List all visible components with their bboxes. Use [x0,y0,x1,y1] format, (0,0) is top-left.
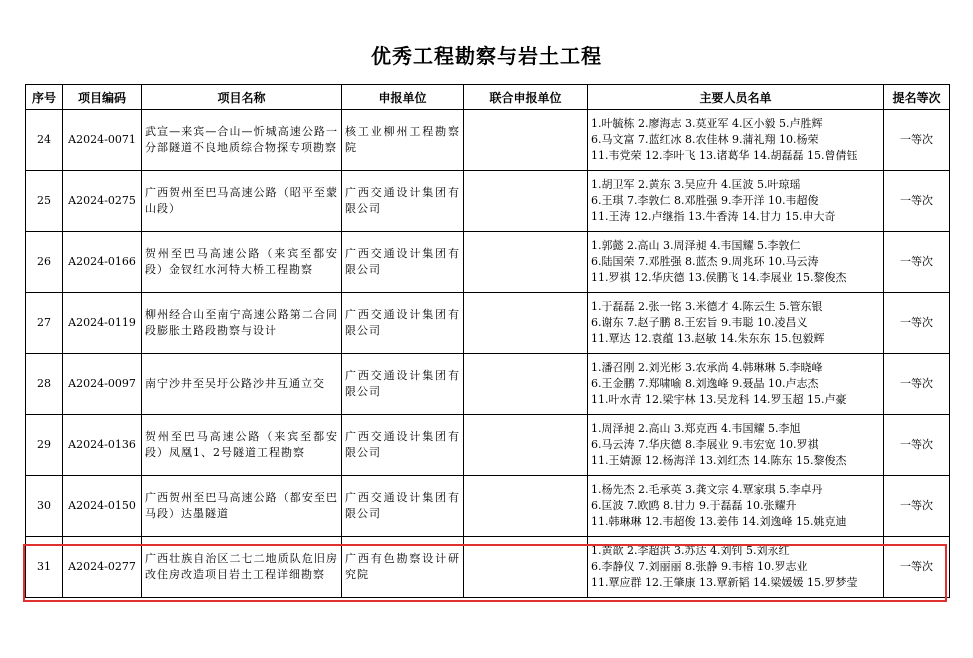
project-name: 广西壮族自治区二七二地质队危旧房改住房改造项目岩土工程详细勘察 [142,537,342,598]
staff-line: 11.王婧源 12.杨海洋 13.刘红杰 14.陈东 15.黎俊杰 [591,454,847,467]
staff-list [588,537,884,598]
row-number: 24 [26,110,63,171]
staff-list [588,110,884,171]
joint-applicant-unit [464,293,588,354]
project-name: 南宁沙井至吴圩公路沙井互通立交 [142,354,342,415]
table-row [26,232,950,293]
applicant-unit: 广西交通设计集团有限公司 [342,415,464,476]
applicant-unit: 核工业柳州工程勘察院 [342,110,464,171]
staff-line: 6.李静仪 7.刘丽丽 8.张静 9.韦榕 10.罗志业 [591,560,808,573]
table-row [26,354,950,415]
joint-applicant-unit [464,354,588,415]
row-number: 26 [26,232,63,293]
header-code: 项目编码 [63,85,142,110]
staff-line: 11.罗祺 12.华庆德 13.侯鹏飞 14.李展业 15.黎俊杰 [591,271,847,284]
nomination-level: 一等次 [884,354,950,415]
applicant-unit: 广西交通设计集团有限公司 [342,232,464,293]
applicant-unit: 广西交通设计集团有限公司 [342,476,464,537]
staff-line: 6.马文富 7.蓝红冰 8.农佳林 9.蒲礼翔 10.杨荣 [591,133,819,146]
project-code: A2024-0097 [63,354,142,415]
table-header-row [26,85,950,110]
row-number: 31 [26,537,63,598]
row-number: 29 [26,415,63,476]
header-staff: 主要人员名单 [588,85,884,110]
applicant-unit: 广西有色勘察设计研究院 [342,537,464,598]
applicant-unit: 广西交通设计集团有限公司 [342,171,464,232]
awards-table [25,84,950,598]
table-row [26,110,950,171]
staff-line: 1.叶毓栋 2.廖海志 3.莫亚军 4.区小毅 5.卢胜辉 [591,117,823,130]
header-no: 序号 [26,85,63,110]
table-row [26,415,950,476]
staff-line: 6.马云涛 7.华庆德 8.李展业 9.韦宏宽 10.罗祺 [591,438,819,451]
project-name: 贺州至巴马高速公路（来宾至都安段）金钗红水河特大桥工程勘察 [142,232,342,293]
staff-line: 6.王金鹏 7.郑啸喻 8.刘逸峰 9.聂晶 10.卢志杰 [591,377,819,390]
project-name: 广西贺州至巴马高速公路（都安至巴马段）达墨隧道 [142,476,342,537]
staff-list [588,171,884,232]
joint-applicant-unit [464,171,588,232]
staff-list [588,354,884,415]
table-row [26,171,950,232]
project-name: 武宣—来宾—合山—忻城高速公路一分部隧道不良地质综合物探专项勘察 [142,110,342,171]
project-code: A2024-0166 [63,232,142,293]
joint-applicant-unit [464,476,588,537]
header-unit: 申报单位 [342,85,464,110]
staff-line: 6.匡波 7.欧鸥 8.甘力 9.于磊磊 10.张耀升 [591,499,797,512]
project-code: A2024-0275 [63,171,142,232]
row-number: 28 [26,354,63,415]
staff-line: 1.郭懿 2.高山 3.周泽昶 4.韦国耀 5.李敦仁 [591,239,801,252]
nomination-level: 一等次 [884,537,950,598]
joint-applicant-unit [464,232,588,293]
joint-applicant-unit [464,537,588,598]
staff-list [588,293,884,354]
staff-list [588,415,884,476]
header-level: 提名等次 [884,85,950,110]
project-name: 贺州至巴马高速公路（来宾至都安段）凤凰1、2号隧道工程勘察 [142,415,342,476]
nomination-level: 一等次 [884,476,950,537]
staff-line: 1.黄歆 2.李超洪 3.苏达 4.刘钊 5.刘永红 [591,544,790,557]
applicant-unit: 广西交通设计集团有限公司 [342,293,464,354]
staff-list [588,476,884,537]
table-row [26,537,950,598]
row-number: 30 [26,476,63,537]
table-row [26,476,950,537]
header-joint-unit: 联合申报单位 [464,85,588,110]
staff-line: 1.于磊磊 2.张一铭 3.米德才 4.陈云生 5.管东银 [591,300,823,313]
row-number: 27 [26,293,63,354]
nomination-level: 一等次 [884,415,950,476]
header-name: 项目名称 [142,85,342,110]
staff-line: 1.潘召刚 2.刘光彬 3.农承尚 4.韩琳琳 5.李晓峰 [591,361,823,374]
nomination-level: 一等次 [884,110,950,171]
staff-line: 6.谢东 7.赵子鹏 8.王宏旨 9.韦聪 10.凌昌义 [591,316,808,329]
staff-line: 1.胡卫军 2.黄东 3.吴应升 4.匡波 5.叶琼瑶 [591,178,801,191]
joint-applicant-unit [464,415,588,476]
staff-line: 1.杨先杰 2.毛承英 3.龚文宗 4.覃家琪 5.李卓丹 [591,483,823,496]
joint-applicant-unit [464,110,588,171]
project-code: A2024-0071 [63,110,142,171]
project-name: 广西贺州至巴马高速公路（昭平至蒙山段） [142,171,342,232]
nomination-level: 一等次 [884,232,950,293]
project-code: A2024-0150 [63,476,142,537]
staff-line: 11.韩琳琳 12.韦超俊 13.姜伟 14.刘逸峰 15.姚克迪 [591,515,847,528]
project-code: A2024-0136 [63,415,142,476]
project-code: A2024-0119 [63,293,142,354]
document-title: 优秀工程勘察与岩土工程 [371,44,602,68]
staff-line: 1.周泽昶 2.高山 3.郑克西 4.韦国耀 5.李旭 [591,422,801,435]
nomination-level: 一等次 [884,293,950,354]
staff-line: 6.王琪 7.李敦仁 8.邓胜强 9.李开洋 10.韦超俊 [591,194,819,207]
staff-line: 11.覃达 12.袁蕴 13.赵敏 14.朱东东 15.包毅辉 [591,332,825,345]
table-row [26,293,950,354]
project-name: 柳州经合山至南宁高速公路第二合同段膨胀土路段勘察与设计 [142,293,342,354]
staff-line: 11.覃应群 12.王肇康 13.覃新韬 14.梁媛媛 15.罗梦莹 [591,576,858,589]
nomination-level: 一等次 [884,171,950,232]
staff-line: 6.陆国荣 7.邓胜强 8.蓝杰 9.周兆环 10.马云涛 [591,255,819,268]
staff-list [588,232,884,293]
staff-line: 11.王涛 12.卢继指 13.牛香涛 14.甘力 15.申大奇 [591,210,836,223]
row-number: 25 [26,171,63,232]
project-code: A2024-0277 [63,537,142,598]
staff-line: 11.韦党荣 12.李叶飞 13.诸葛华 14.胡磊磊 15.曾倩钰 [591,149,858,162]
applicant-unit: 广西交通设计集团有限公司 [342,354,464,415]
staff-line: 11.叶水青 12.梁宇林 13.吴龙科 14.罗玉超 15.卢豪 [591,393,847,406]
